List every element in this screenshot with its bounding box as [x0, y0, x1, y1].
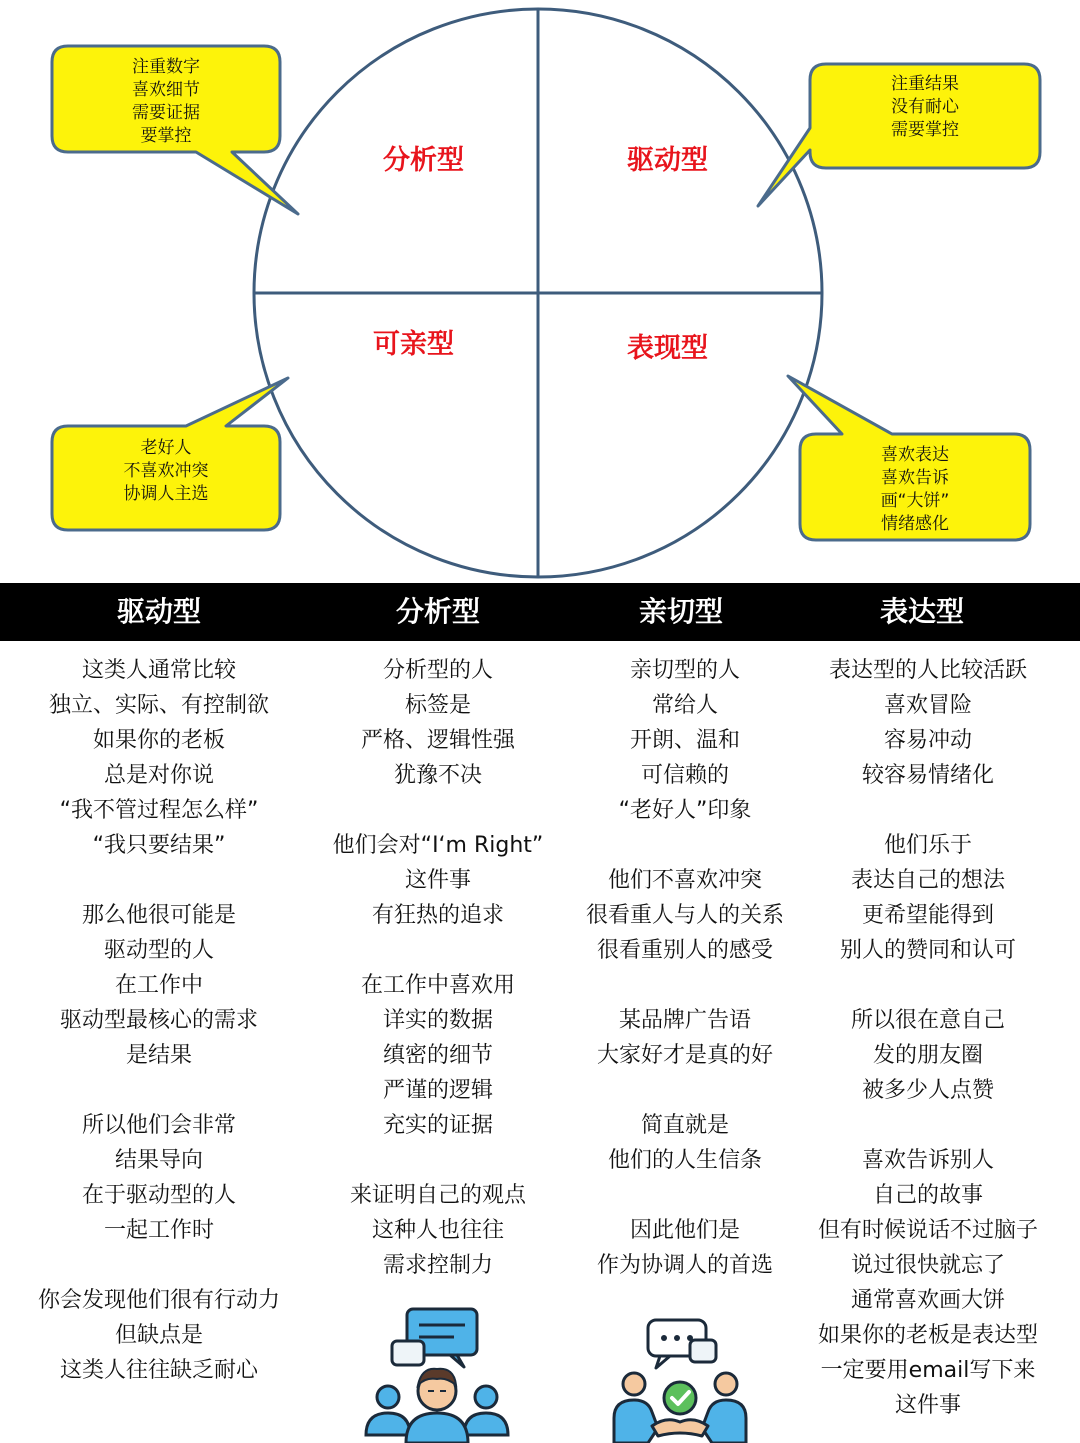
text-line: 发的朋友圈	[872, 1043, 983, 1068]
text-line: 简直就是	[640, 1113, 729, 1138]
column-title-driver: 驱动型	[116, 595, 201, 628]
team-leader-chat-icon	[362, 1305, 512, 1443]
text-line: 是结果	[125, 1043, 192, 1068]
text-line: 严格、逻辑性强	[360, 728, 515, 753]
paragraph-gap	[318, 793, 558, 828]
text-line: 可信赖的	[640, 763, 729, 788]
text-line: 被多少人点赞	[861, 1078, 994, 1103]
text-line: 但缺点是	[114, 1323, 203, 1348]
bubble-line: 喜欢细节	[132, 80, 200, 100]
left-person-head	[377, 1386, 399, 1408]
text-line: 一起工作时	[103, 1218, 214, 1243]
text-line: 这件事	[404, 868, 471, 893]
text-line: 说过很快就忘了	[850, 1253, 1005, 1278]
right-person-head	[715, 1373, 737, 1395]
text-line: 这类人通常比较	[81, 658, 236, 683]
bubble-line: 喜欢告诉	[881, 468, 949, 488]
column-title-expressive: 表达型	[879, 595, 964, 628]
bubble-line: 协调人主选	[123, 484, 209, 504]
bubble-text-top-left	[96, 56, 236, 148]
paragraph-gap	[558, 1073, 812, 1108]
bubble-line: 要掌控	[140, 126, 192, 146]
bubble-line: 注重数字	[132, 57, 200, 77]
text-line: 亲切型的人	[629, 658, 740, 683]
text-line: 如果你的老板	[92, 728, 225, 753]
text-line: 驱动型最核心的需求	[59, 1008, 258, 1033]
handshake-hands	[652, 1420, 708, 1436]
bubble-line: 喜欢表达	[881, 445, 949, 465]
column-analytical-text	[318, 653, 558, 1283]
bubble-line: 不喜欢冲突	[123, 461, 209, 481]
paragraph-gap	[0, 1248, 318, 1283]
text-line: 这件事	[894, 1393, 961, 1418]
text-line: “老好人”印象	[618, 798, 752, 823]
text-line: 如果你的老板是表达型	[817, 1323, 1038, 1348]
bubble-line: 画“大饼”	[880, 491, 950, 511]
text-line: 通常喜欢画大饼	[850, 1288, 1005, 1313]
text-line: 缜密的细节	[382, 1043, 493, 1068]
column-title-analytical: 分析型	[395, 595, 480, 628]
bubble-text-bottom-left	[96, 437, 236, 506]
text-line: 所以他们会非常	[81, 1113, 236, 1138]
text-line: 结果导向	[114, 1148, 203, 1173]
quadrant-label-driver: 驱动型	[627, 145, 708, 176]
text-line: 他们不喜欢冲突	[607, 868, 762, 893]
text-line: 在工作中	[114, 973, 203, 998]
text-line: 较容易情绪化	[861, 763, 994, 788]
text-line: 标签是	[404, 693, 471, 718]
bubble-line: 需要证据	[132, 103, 200, 123]
text-line: 所以很在意自己	[850, 1008, 1005, 1033]
text-line: 那么他很可能是	[81, 903, 236, 928]
text-line: 作为协调人的首选	[596, 1253, 773, 1278]
text-line: 容易冲动	[883, 728, 972, 753]
text-line: 但有时候说话不过脑子	[817, 1218, 1038, 1243]
quadrant-label-expressive: 表现型	[627, 333, 708, 364]
text-line: 因此他们是	[629, 1218, 740, 1243]
paragraph-gap	[800, 1108, 1056, 1143]
text-line: 详实的数据	[382, 1008, 493, 1033]
text-line: 他们会对“I‘m Right”	[332, 833, 544, 858]
text-line: 这种人也往往	[371, 1218, 504, 1243]
text-line: 更希望能得到	[861, 903, 994, 928]
bubble-text-top-right	[855, 73, 995, 142]
paragraph-gap	[0, 863, 318, 898]
left-person-head	[623, 1373, 645, 1395]
bubble-line: 情绪感化	[881, 514, 949, 534]
chat-bubble-small	[690, 1340, 716, 1362]
personality-quadrant-diagram	[0, 0, 1080, 582]
text-line: 喜欢冒险	[883, 693, 972, 718]
quadrant-label-analytical: 分析型	[383, 145, 464, 176]
check-circle	[664, 1382, 696, 1414]
bubble-line: 没有耐心	[891, 97, 959, 117]
text-line: 自己的故事	[872, 1183, 983, 1208]
text-line: 表达自己的想法	[850, 868, 1005, 893]
text-line: 你会发现他们很有行动力	[37, 1288, 280, 1313]
text-line: “我只要结果”	[92, 833, 226, 858]
text-line: 某品牌广告语	[618, 1008, 751, 1033]
text-line: 他们乐于	[883, 833, 972, 858]
text-line: 表达型的人比较活跃	[828, 658, 1027, 683]
quadrant-label-amiable: 可亲型	[373, 329, 454, 360]
text-line: 常给人	[651, 693, 718, 718]
text-line: 很看重别人的感受	[596, 938, 773, 963]
paragraph-gap	[0, 1073, 318, 1108]
handshake-agreement-icon	[612, 1310, 748, 1443]
text-line: 在工作中喜欢用	[360, 973, 515, 998]
column-title-amiable: 亲切型	[638, 595, 723, 628]
text-line: 来证明自己的观点	[349, 1183, 526, 1208]
text-line: 有狂热的追求	[371, 903, 504, 928]
paragraph-gap	[800, 793, 1056, 828]
text-line: 喜欢告诉别人	[861, 1148, 994, 1173]
text-line: “我不管过程怎么样”	[59, 798, 259, 823]
bubble-line: 老好人	[140, 438, 192, 458]
chat-bubble-white	[392, 1341, 424, 1365]
column-header-bar	[0, 583, 1080, 641]
column-expressive-text	[800, 653, 1056, 1423]
text-line: 开朗、温和	[629, 728, 740, 753]
text-line: 别人的赞同和认可	[839, 938, 1016, 963]
paragraph-gap	[800, 968, 1056, 1003]
paragraph-gap	[318, 1143, 558, 1178]
text-line: 这类人往往缺乏耐心	[59, 1358, 258, 1383]
paragraph-gap	[558, 828, 812, 863]
text-line: 犹豫不决	[393, 763, 482, 788]
text-line: 分析型的人	[382, 658, 493, 683]
text-line: 需求控制力	[382, 1253, 493, 1278]
text-line: 总是对你说	[103, 763, 214, 788]
column-amiable-text	[558, 653, 812, 1283]
bubble-line: 需要掌控	[891, 120, 959, 140]
bubble-text-bottom-right	[845, 444, 985, 536]
text-line: 很看重人与人的关系	[585, 903, 784, 928]
paragraph-gap	[558, 968, 812, 1003]
text-line: 严谨的逻辑	[382, 1078, 493, 1103]
paragraph-gap	[318, 933, 558, 968]
column-driver-text	[0, 653, 318, 1388]
text-line: 在于驱动型的人	[81, 1183, 236, 1208]
text-line: 他们的人生信条	[607, 1148, 762, 1173]
bubble-line: 注重结果	[891, 74, 959, 94]
right-person-head	[475, 1386, 497, 1408]
text-line: 一定要用email写下来	[820, 1358, 1036, 1383]
text-line: 大家好才是真的好	[596, 1043, 773, 1068]
text-line: 独立、实际、有控制欲	[48, 693, 269, 718]
text-line: 驱动型的人	[103, 938, 214, 963]
text-line: 充实的证据	[382, 1113, 493, 1138]
paragraph-gap	[558, 1178, 812, 1213]
